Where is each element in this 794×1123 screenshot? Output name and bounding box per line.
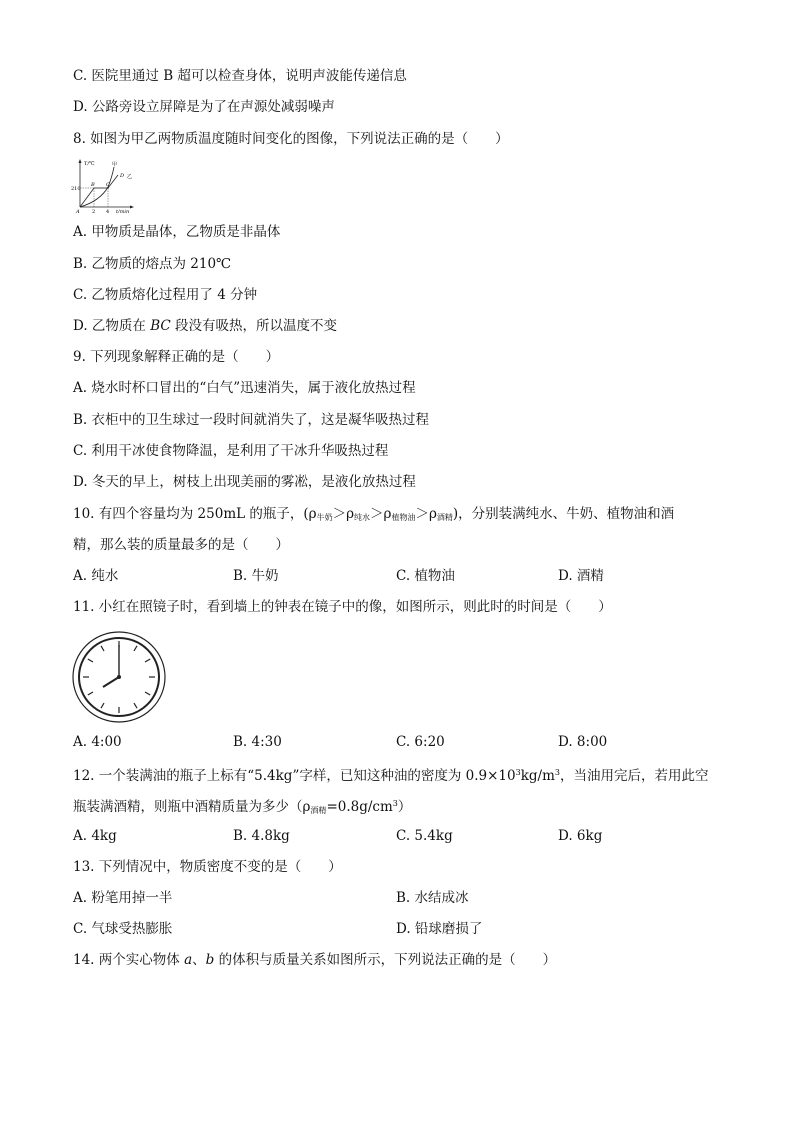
q10-sub-oil: 植物油	[391, 513, 416, 522]
q8-stem: 8. 如图为甲乙两物质温度随时间变化的图像，下列说法正确的是（ ）	[73, 131, 509, 147]
q11-mirror-clock-figure	[71, 630, 167, 724]
q12-stem-line1	[73, 763, 708, 786]
q7-option-c: C. 医院里通过 B 超可以检查身体，说明声波能传递信息	[73, 68, 407, 84]
q10-stem-pre: 10. 有四个容量均为 250mL 的瓶子，(	[73, 506, 309, 522]
q9-option-a: A. 烧水时杯口冒出的“白气”迅速消失，属于液化放热过程	[73, 380, 416, 396]
q8-x-tick-4: 4	[106, 209, 110, 215]
q12-exp-2: 3	[554, 768, 560, 777]
q12-option-d: D. 6kg	[558, 828, 603, 844]
q9-option-d: D. 冬天的早上，树枝上出现美丽的雾凇，是液化放热过程	[73, 474, 416, 490]
q8-x-axis-label: t/min	[116, 209, 130, 215]
q9-option-c: C. 利用干冰使食物降温，是利用了干冰升华吸热过程	[73, 443, 389, 459]
q12-stem-end: ，当油用完后，若用此空	[559, 768, 709, 784]
q12-exp-1: 3	[515, 768, 521, 777]
q8-option-d-pre: D. 乙物质在	[73, 318, 151, 334]
q10-gt-1: ＞	[332, 506, 347, 522]
q10-sub-alcohol: 酒精	[436, 513, 453, 522]
q12-option-a: A. 4kg	[73, 828, 117, 844]
q12-option-b: B. 4.8kg	[233, 828, 290, 844]
q11-option-d: D. 8:00	[558, 734, 608, 750]
q13-option-d: D. 铅球磨损了	[396, 921, 483, 937]
q8-option-a: A. 甲物质是晶体，乙物质是非晶体	[73, 224, 281, 240]
q12-option-c: C. 5.4kg	[396, 828, 453, 844]
q10-rho-1: ρ	[308, 506, 317, 522]
q14-stem-post: 的体积与质量关系如图所示，下列说法正确的是（ ）	[214, 952, 557, 968]
q12-line2-pre: 瓶装满酒精，则瓶中酒精质量为多少（	[73, 799, 303, 815]
q11-stem: 11. 小红在照镜子时，看到墙上的钟表在镜子中的像，如图所示，则此时的时间是（ ）	[73, 599, 612, 615]
q13-option-b: B. 水结成冰	[396, 890, 469, 906]
q9-option-b: B. 衣柜中的卫生球过一段时间就消失了，这是凝华吸热过程	[73, 412, 430, 428]
q10-stem	[73, 504, 674, 528]
q8-temperature-time-graph	[70, 157, 140, 215]
q10-rho-3: ρ	[383, 506, 392, 522]
q8-option-d	[73, 316, 337, 336]
q12-stem-pre: 12. 一个装满油的瓶子上标有“5.4kg”字样，已知这种油的密度为 0.9×10	[73, 768, 516, 784]
q12-density-value: =0.8g/cm	[326, 799, 393, 815]
q12-line2-end: ）	[397, 799, 412, 815]
q8-option-c: C. 乙物质熔化过程用了 4 分钟	[73, 287, 258, 303]
q8-point-b: B	[91, 182, 95, 188]
q10-rho-2: ρ	[346, 506, 355, 522]
q8-curve-yi-label: 乙	[127, 174, 133, 180]
q8-option-d-post: 段没有吸热，所以温度不变	[170, 318, 338, 334]
q13-option-a: A. 粉笔用掉一半	[73, 890, 173, 906]
q8-y-axis-label: T/℃	[84, 161, 95, 167]
q14-var-b: b	[205, 952, 215, 968]
q8-y-tick: 210	[71, 186, 81, 192]
q14-stem-pre: 14. 两个实心物体	[73, 952, 185, 968]
q10-option-d: D. 酒精	[558, 568, 604, 584]
q11-option-b: B. 4:30	[233, 734, 282, 750]
q8-point-a: A	[76, 209, 80, 215]
q8-point-c: C	[106, 182, 110, 188]
q13-option-c: C. 气球受热膨胀	[73, 921, 173, 937]
q12-exp-3: 3	[392, 799, 398, 808]
q12-rho: ρ	[302, 799, 311, 815]
q10-sub-water: 纯水	[354, 513, 371, 522]
q11-option-c: C. 6:20	[396, 734, 445, 750]
q14-var-a: a	[184, 952, 193, 968]
q8-point-d: D	[120, 173, 125, 179]
q10-stem-line2: 精，那么装的质量最多的是（ ）	[73, 537, 289, 553]
q9-stem: 9. 下列现象解释正确的是（ ）	[73, 349, 280, 365]
q10-sub-milk: 牛奶	[316, 513, 333, 522]
q14-stem	[73, 950, 556, 970]
q8-option-b: B. 乙物质的熔点为 210℃	[73, 256, 232, 272]
q10-gt-2: ＞	[370, 506, 384, 522]
q10-stem-post: )，分别装满纯水、牛奶、植物油和酒	[452, 506, 675, 522]
q12-sub-alcohol: 酒精	[310, 806, 327, 815]
q8-curve-jia-label: 甲	[112, 162, 118, 168]
q8-x-tick-2: 2	[92, 209, 96, 215]
q8-option-d-segment: BC	[150, 318, 171, 334]
q10-gt-3: ＞	[415, 506, 429, 522]
q14-sep: 、	[192, 952, 206, 968]
q10-option-c: C. 植物油	[396, 568, 455, 584]
q10-rho-4: ρ	[428, 506, 437, 522]
q12-stem-line2	[73, 794, 411, 821]
q13-stem: 13. 下列情况中，物质密度不变的是（ ）	[73, 859, 342, 875]
q10-option-b: B. 牛奶	[233, 568, 279, 584]
q10-option-a: A. 纯水	[73, 568, 119, 584]
q7-option-d: D. 公路旁设立屏障是为了在声源处减弱噪声	[73, 99, 335, 115]
q11-option-a: A. 4:00	[73, 734, 122, 750]
q12-unit: kg/m	[520, 768, 555, 784]
